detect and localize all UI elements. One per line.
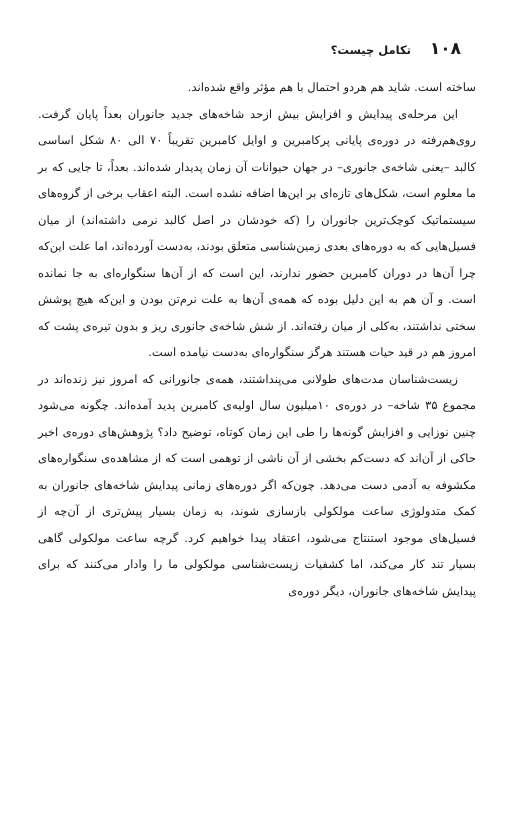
page-number: ۱۰۸	[429, 39, 461, 59]
running-title: تکامل چیست؟	[330, 43, 411, 57]
paragraph-molecular-clock: زیست‌شناسان مدت‌های طولانی می‌پنداشتند، همه‌ی جانورانی که امروز نیز زنده‌اند در مجموع ۳۵ شاخه– در دوره‌ی ۱۰میلیون سال اولیه‌ی کامبرین پدید آمده‌اند. چگونه می‌شود چنین نوزایی و افزایش گونه‌ها را طی این زمان کوتاه، توضیح داد؟ پژوهش‌های دوره‌ی اخیر حاکی از آن‌اند که دست‌کم بخشی از آن ناشی از توهمی است که از مشاهده‌ی سنگواره‌های مکشوفه به آدمی دست می‌دهد. چون‌که اگر دوره‌های زمانی پیدایش شاخه‌های جانوران به کمک متدولوژی ساعت مولکولی بازسازی شوند، به زمان بسیار پیش‌تری از آن‌چه از فسیل‌های موجود استنتاج می‌شود، اعتقاد پیدا خواهیم کرد. گرچه ساعت مولکولی گاهی بسیار تند کار می‌کند، اما کشفیات زیست‌شناسی مولکولی ما را وادار می‌کنند که برای پیدایش شاخه‌های جانوران، دیگر دوره‌ی	[38, 371, 476, 598]
page-header	[0, 38, 513, 62]
paragraph-continuation: ساخته است. شاید هم هردو احتمال با هم مؤثر واقع شده‌اند.	[187, 80, 476, 94]
body-text	[38, 74, 476, 604]
paragraph-cambrian-phyla: این مرحله‌ی پیدایش و افزایش بیش ازحد شاخه‌های جدید جانوران بعداً پایان گرفت. روی‌هم‌رفته در دوره‌ی پایانی پرکامبرین و اوایل کامبرین تقریباً ۷۰ الی ۸۰ شکل اساسی کالبد –یعنی شاخه‌ی جانوری– در جهان حیوانات آن زمان پدیدار شده‌اند. بعداً، تا جایی که بر ما معلوم است، شکل‌های تازه‌ای بر این‌ها اضافه نشده است. البته اعقاب برخی از گروه‌های سیستماتیک کوچک‌ترین جانوران را (که خودشان در اصل کالبد نرمی داشته‌اند) از میان فسیل‌هایی که به دوره‌های بعدی زمین‌شناسی متعلق بودند، به‌دست آورده‌اند، اما علت این‌که چرا آن‌ها در دوران کامبرین حضور ندارند، این است که از آن‌ها سنگواره‌ای به جا نمانده است. و آن هم به این دلیل بوده که همه‌ی آن‌ها به علت نرم‌تن بودن و این‌که هیچ پوشش سختی نداشتند، به‌کلی از میان رفته‌اند. از شش شاخه‌ی جانوری ریز و بدون تیره‌ی پشت که امروز هم در قید حیات هستند هرگز سنگواره‌ای به‌دست نیامده است.	[38, 106, 476, 359]
